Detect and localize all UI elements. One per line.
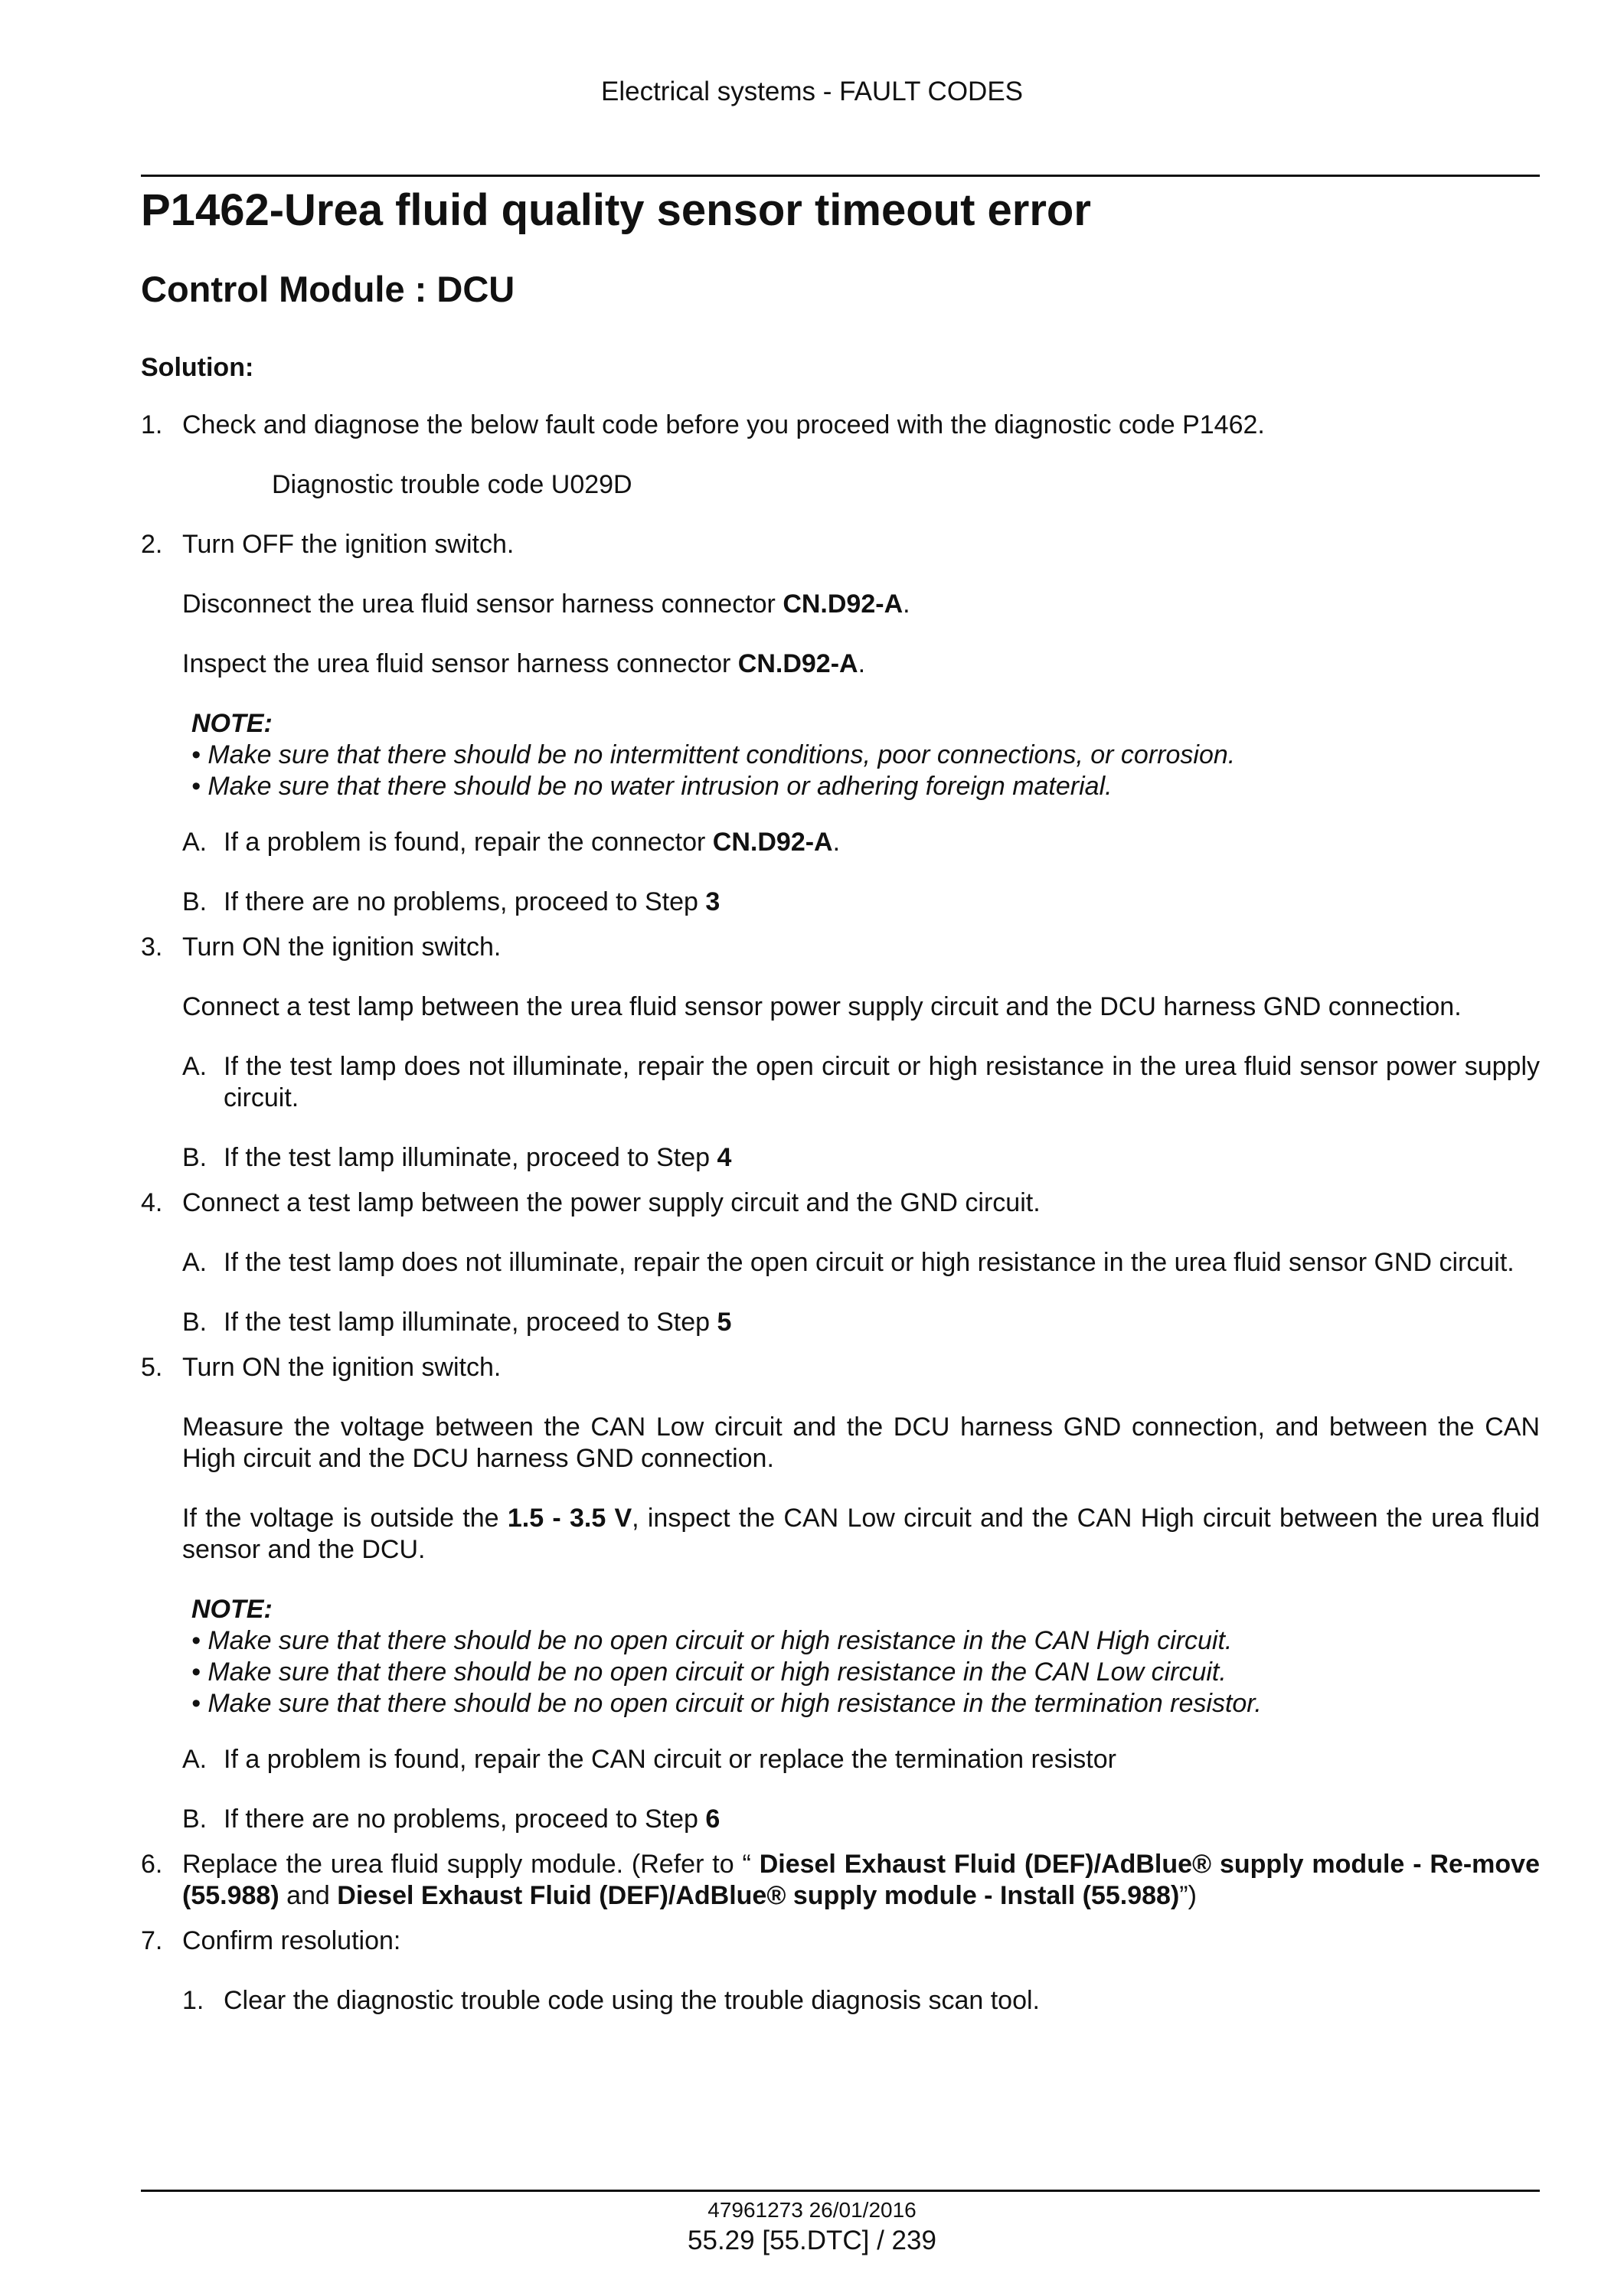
substep-1: 1. Clear the diagnostic trouble code using the trouble diagnosis scan tool. xyxy=(182,1986,1041,2015)
reference-link-install[interactable]: Diesel Exhaust Fluid (DEF)/AdBlue® supply module - Install (55.988) xyxy=(337,1881,1180,1910)
substep-b: B. If there are no problems, proceed to Step 6 xyxy=(182,1804,721,1834)
control-module-heading: Control Module : DCU xyxy=(141,269,515,309)
substep-b: B. If the test lamp illuminate, proceed to Step 5 xyxy=(182,1308,732,1337)
step-text: Turn OFF the ignition switch. xyxy=(182,530,515,559)
step-2 xyxy=(141,529,1540,918)
footer-rule xyxy=(141,2190,1540,2192)
step-text: Confirm resolution: xyxy=(182,1926,401,1955)
step-1 xyxy=(141,410,1540,501)
step-number: 2. xyxy=(141,530,163,559)
step-number: 7. xyxy=(141,1926,163,1955)
step-number: 1. xyxy=(141,410,163,439)
step-paragraph: Disconnect the urea fluid sensor harness connector CN.D92-A. xyxy=(182,590,910,619)
page-number: 55.29 [55.DTC] / 239 xyxy=(688,2226,936,2255)
note-block xyxy=(191,1594,1540,1720)
substep-b: B. If there are no problems, proceed to Step 3 xyxy=(182,887,721,916)
reference-link-remove[interactable]: Diesel Exhaust Fluid (DEF)/AdBlue® supply module - Re-move (55.988) xyxy=(182,1850,1541,1910)
running-header: Electrical systems - FAULT CODES xyxy=(600,77,1024,106)
step-3 xyxy=(141,932,1540,1174)
step-number: 3. xyxy=(141,932,163,962)
step-paragraph: If the voltage is outside the 1.5 - 3.5 V, inspect the CAN Low circuit and the CAN High circuit between the urea fluid sensor and the DCU. xyxy=(182,1504,1540,1564)
diagnostic-code-reference: Diagnostic trouble code U029D xyxy=(272,470,632,499)
document-code: 47961273 26/01/2016 xyxy=(707,2198,917,2222)
solution-label: Solution: xyxy=(141,353,254,382)
step-number: 5. xyxy=(141,1353,163,1382)
step-number: 6. xyxy=(141,1850,163,1879)
connector-id: CN.D92-A xyxy=(712,828,833,857)
solution-steps xyxy=(141,410,1540,2045)
connector-id: CN.D92-A xyxy=(737,649,858,678)
note-item: • Make sure that there should be no water intrusion or adhering foreign material. xyxy=(191,772,1113,801)
step-7 xyxy=(141,1925,1540,2017)
step-paragraph: Inspect the urea fluid sensor harness connector CN.D92-A. xyxy=(182,649,866,678)
step-reference: 5 xyxy=(717,1308,732,1337)
step-4 xyxy=(141,1187,1540,1338)
substep-a: A. If a problem is found, repair the connector CN.D92-A. xyxy=(182,828,841,857)
step-reference: 3 xyxy=(705,887,721,916)
connector-id: CN.D92-A xyxy=(783,590,903,619)
substep-a: A. If the test lamp does not illuminate, repair the open circuit or high resistance in the urea fluid sensor GND circuit. xyxy=(182,1248,1515,1277)
substep-b: B. If the test lamp illuminate, proceed to Step 4 xyxy=(182,1143,732,1172)
page-title: P1462-Urea fluid quality sensor timeout error xyxy=(141,185,1091,235)
step-paragraph: Connect a test lamp between the urea fluid sensor power supply circuit and the DCU harness GND connection. xyxy=(182,992,1462,1021)
note-item: • Make sure that there should be no open circuit or high resistance in the CAN High circuit. xyxy=(191,1626,1233,1655)
step-text: Turn ON the ignition switch. xyxy=(182,932,502,962)
step-text: Turn ON the ignition switch. xyxy=(182,1353,502,1382)
substep-a: A. If the test lamp does not illuminate, repair the open circuit or high resistance in the urea fluid sensor power supply circuit. xyxy=(182,1052,1540,1112)
step-6 xyxy=(141,1849,1540,1912)
step-text: Check and diagnose the below fault code before you proceed with the diagnostic code P1462. xyxy=(182,410,1265,439)
note-block xyxy=(191,708,1540,802)
step-reference: 4 xyxy=(717,1143,732,1172)
step-text: Replace the urea fluid supply module. (Refer to “ Diesel Exhaust Fluid (DEF)/AdBlue® supply module - Re-move (55.988) and Diesel Exhaust Fluid (DEF)/AdBlue® supply module - Install (55.988)”) xyxy=(182,1850,1541,1910)
step-number: 4. xyxy=(141,1188,163,1217)
note-item: • Make sure that there should be no open circuit or high resistance in the termination resistor. xyxy=(191,1689,1262,1718)
step-text: Connect a test lamp between the power supply circuit and the GND circuit. xyxy=(182,1188,1041,1217)
note-title: NOTE: xyxy=(191,1595,273,1624)
header-rule xyxy=(141,175,1540,177)
voltage-range: 1.5 - 3.5 V xyxy=(507,1504,632,1533)
step-paragraph: Measure the voltage between the CAN Low circuit and the DCU harness GND connection, and between the CAN High circuit and the DCU harness GND connection. xyxy=(182,1413,1540,1473)
step-5 xyxy=(141,1352,1540,1835)
note-item: • Make sure that there should be no open circuit or high resistance in the CAN Low circuit. xyxy=(191,1657,1227,1687)
substep-a: A. If a problem is found, repair the CAN circuit or replace the termination resistor xyxy=(182,1745,1116,1774)
note-item: • Make sure that there should be no intermittent conditions, poor connections, or corrosion. xyxy=(191,740,1236,769)
step-reference: 6 xyxy=(705,1804,721,1834)
note-title: NOTE: xyxy=(191,709,273,738)
